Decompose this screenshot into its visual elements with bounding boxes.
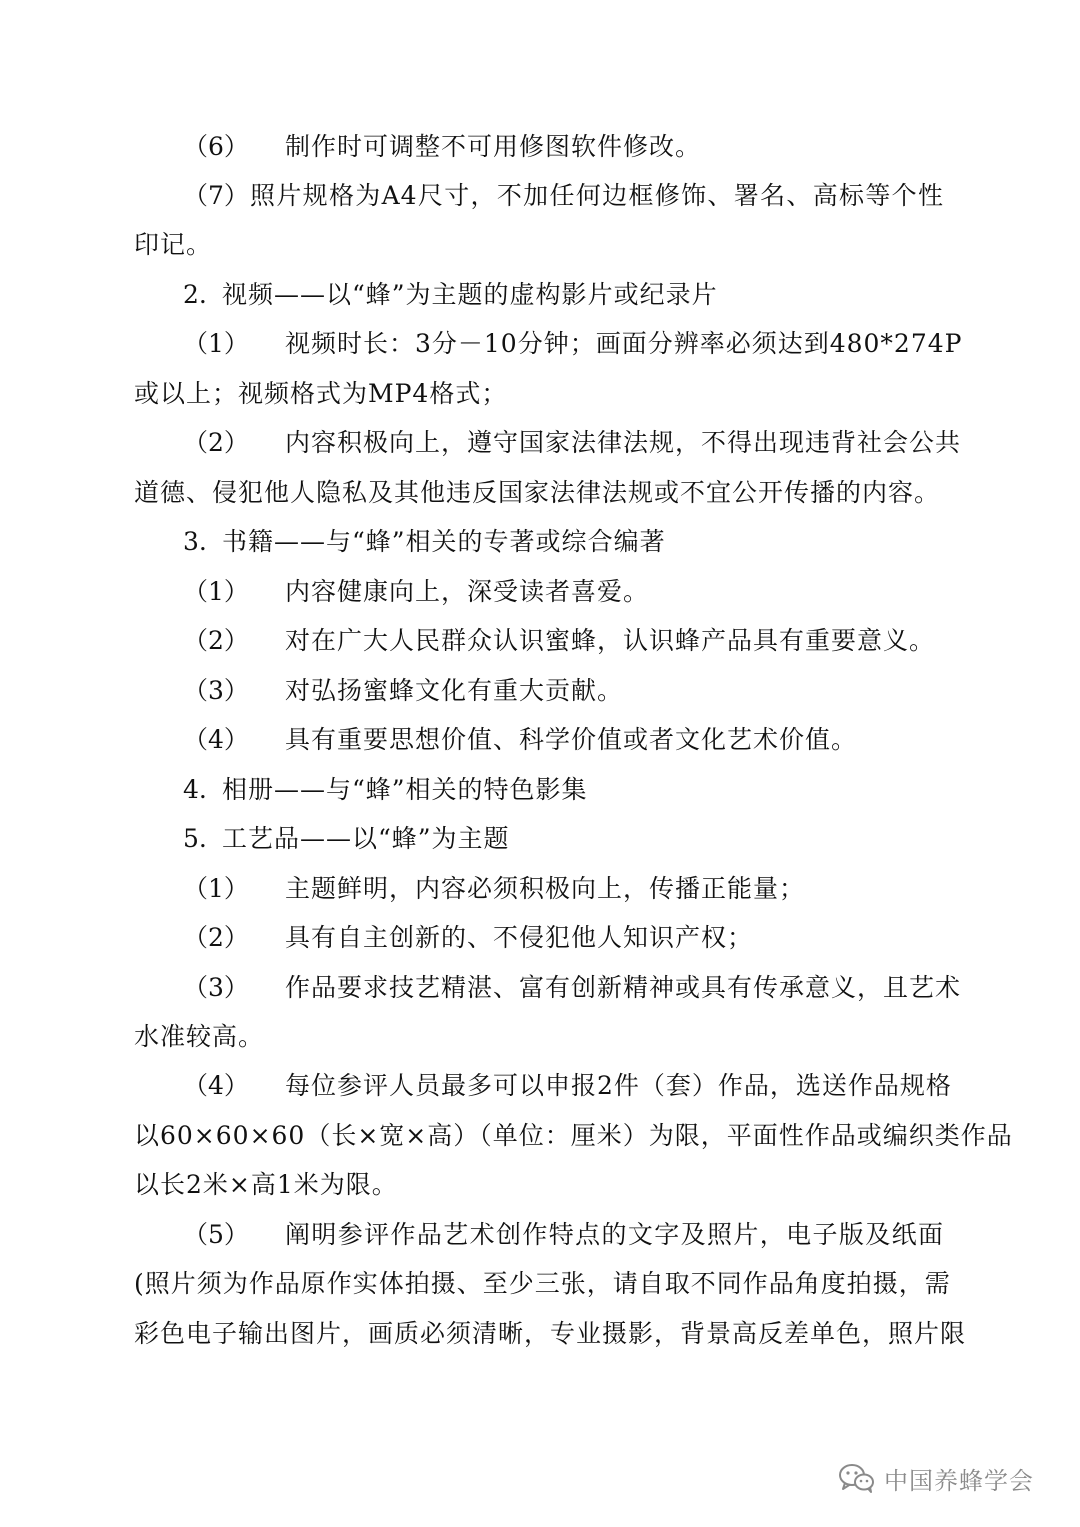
list-item	[0, 720, 1080, 760]
continuation-line	[0, 1017, 1080, 1057]
item-marker: （4）	[183, 725, 249, 754]
list-item	[0, 324, 1080, 364]
item-text: 对在广大人民群众认识蜜蜂，认识蜂产品具有重要意义。	[285, 626, 936, 655]
item-text: 道德、侵犯他人隐私及其他违反国家法律法规或不宜公开传播的内容。	[134, 478, 941, 507]
item-marker: （4）	[183, 1071, 249, 1100]
item-marker: （1）	[183, 577, 249, 606]
item-marker: （1）	[183, 329, 249, 358]
item-text: 印记。	[134, 230, 213, 259]
item-text: 主题鲜明，内容必须积极向上，传播正能量；	[285, 874, 806, 903]
item-text: 内容积极向上，遵守国家法律法规，不得出现违背社会公共	[285, 428, 962, 457]
continuation-line	[0, 1264, 1080, 1304]
section-title: 书籍——与“蜂”相关的专著或综合编著	[222, 527, 666, 556]
continuation-line	[0, 225, 1080, 265]
section-title: 视频——以“蜂”为主题的虚构影片或纪录片	[222, 280, 718, 309]
watermark	[838, 1458, 1034, 1498]
item-text: 水准较高。	[134, 1022, 265, 1051]
continuation-line	[0, 1116, 1080, 1156]
item-text: 制作时可调整不可用修图软件修改。	[285, 132, 702, 161]
item-text: 每位参评人员最多可以申报2件（套）作品，选送作品规格	[285, 1071, 952, 1100]
wechat-icon	[838, 1462, 876, 1494]
item-marker: （1）	[183, 874, 249, 903]
item-marker: （6）	[183, 132, 249, 161]
item-marker: （5）	[183, 1220, 249, 1249]
item-text: 以长2米×高1米为限。	[134, 1170, 398, 1199]
section-heading	[0, 770, 1080, 810]
list-item	[0, 176, 1080, 216]
continuation-line	[0, 1314, 1080, 1354]
item-marker: （3）	[183, 973, 249, 1002]
list-item	[0, 423, 1080, 463]
list-item	[0, 1215, 1080, 1255]
section-number: 4.	[183, 775, 207, 804]
item-text: 作品要求技艺精湛、富有创新精神或具有传承意义，且艺术	[285, 973, 962, 1002]
list-item	[0, 127, 1080, 167]
item-text: 具有自主创新的、不侵犯他人知识产权；	[285, 923, 754, 952]
item-text: 以60×60×60（长×宽×高）（单位：厘米）为限，平面性作品或编织类作品	[134, 1121, 1013, 1150]
section-heading	[0, 819, 1080, 859]
list-item	[0, 1066, 1080, 1106]
item-text: 视频时长：3分－10分钟；画面分辨率必须达到480*274P	[285, 329, 963, 358]
item-text: 或以上；视频格式为MP4格式；	[134, 379, 508, 408]
item-text: 阐明参评作品艺术创作特点的文字及照片，电子版及纸面	[285, 1220, 944, 1249]
list-item	[0, 671, 1080, 711]
item-marker: （2）	[183, 626, 249, 655]
item-marker: （2）	[183, 923, 249, 952]
section-heading	[0, 522, 1080, 562]
item-text: 彩色电子输出图片，画质必须清晰，专业摄影，背景高反差单色，照片限	[134, 1319, 967, 1348]
item-marker: （2）	[183, 428, 249, 457]
list-item	[0, 572, 1080, 612]
item-text: 具有重要思想价值、科学价值或者文化艺术价值。	[285, 725, 858, 754]
item-marker: （3）	[183, 676, 249, 705]
list-item	[0, 621, 1080, 661]
list-item	[0, 968, 1080, 1008]
item-text: 内容健康向上，深受读者喜爱。	[285, 577, 650, 606]
list-item	[0, 869, 1080, 909]
section-number: 2.	[183, 280, 207, 309]
item-marker: （7）	[183, 181, 249, 210]
watermark-text: 中国养蜂学会	[884, 1466, 1034, 1495]
section-number: 3.	[183, 527, 207, 556]
continuation-line	[0, 1165, 1080, 1205]
item-text: 对弘扬蜜蜂文化有重大贡献。	[285, 676, 624, 705]
list-item	[0, 918, 1080, 958]
section-title: 相册——与“蜂”相关的特色影集	[222, 775, 588, 804]
section-heading	[0, 275, 1080, 315]
continuation-line	[0, 374, 1080, 414]
continuation-line	[0, 473, 1080, 513]
section-title: 工艺品——以“蜂”为主题	[222, 824, 510, 853]
item-text: (照片须为作品原作实体拍摄、至少三张，请自取不同作品角度拍摄，需	[134, 1269, 951, 1298]
section-number: 5.	[183, 824, 207, 853]
item-text: 照片规格为A4尺寸，不加任何边框修饰、署名、高标等个性	[250, 181, 944, 210]
